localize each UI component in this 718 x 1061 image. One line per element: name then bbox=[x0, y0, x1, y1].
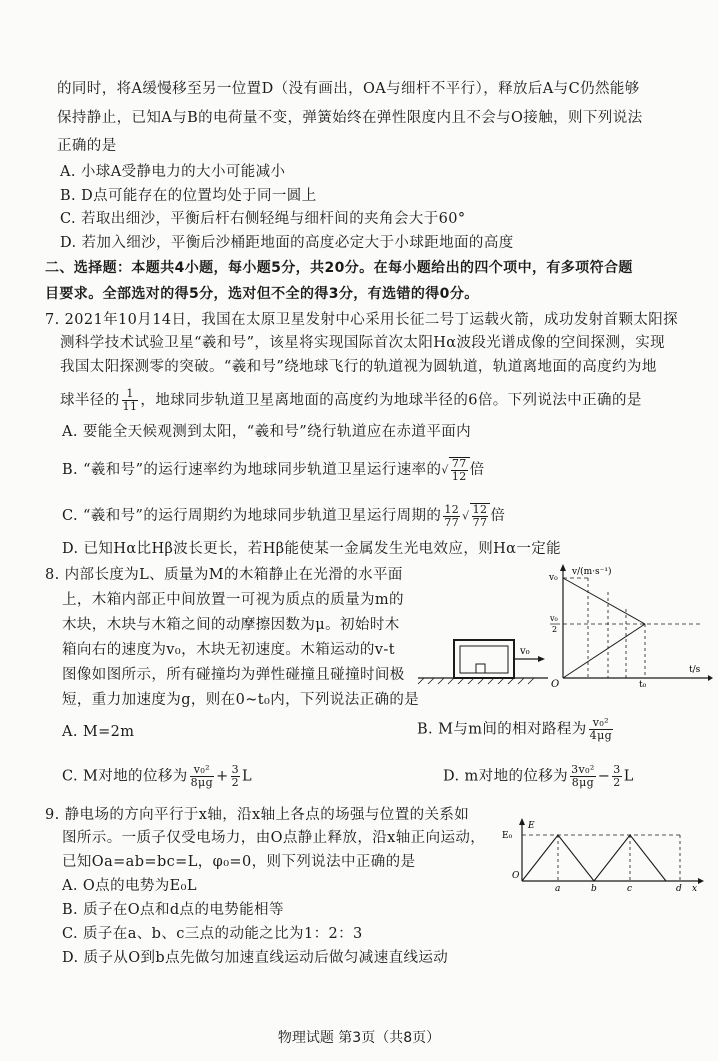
q8-c-f2-num: 3 bbox=[231, 763, 240, 776]
q8-c-f2-den: 2 bbox=[231, 776, 240, 789]
q8-d-f2-num: 3 bbox=[613, 763, 621, 776]
q8-option-d-fraction-2 bbox=[612, 764, 621, 789]
q7-option-c bbox=[62, 503, 505, 529]
q7-option-d: D. 已知Hα比Hβ波长更长，若Hβ能使某一金属发生光电效应，则Hα一定能 bbox=[62, 541, 562, 557]
q7-option-c-suffix: 倍 bbox=[490, 508, 506, 524]
q7-line-4-b: ，地球同步轨道卫星离地面的高度约为地球半径的6倍。下列说法中正确的是 bbox=[140, 392, 642, 409]
page-footer: 物理试题 第3页（共8页） bbox=[277, 1030, 441, 1046]
q7-c-frac-den: 77 bbox=[444, 515, 460, 529]
q8-line-1: 8. 内部长度为L、质量为M的木箱静止在光滑的水平面 bbox=[45, 567, 403, 583]
q8-option-d-text: D. m对地的位移为 bbox=[443, 768, 569, 785]
q8-option-a: A. M=2m bbox=[62, 724, 135, 740]
field-profile bbox=[522, 835, 666, 881]
section-2-heading-line-1: 二、选择题：本题共4小题，每小题5分，共20分。在每小题给出的四个项中，有多项符合题 bbox=[45, 260, 633, 276]
velocity-arrow-head bbox=[538, 656, 545, 662]
q8-d-den: 8μg bbox=[571, 776, 595, 789]
q7-option-c-fraction bbox=[443, 504, 460, 529]
q9-origin-label: O bbox=[512, 871, 520, 881]
q8-option-d-minus: − bbox=[597, 768, 611, 785]
small-block bbox=[476, 664, 485, 673]
q9-option-b: B. 质子在O点和d点的电势能相等 bbox=[62, 902, 284, 918]
q7-c-sqrt-den: 77 bbox=[472, 516, 488, 529]
q7-option-c-text: C. “羲和号”的运行周期约为地球同步轨道卫星运行周期的 bbox=[62, 508, 442, 524]
q8-b-num: v₀² bbox=[589, 717, 613, 730]
q6-option-c: C. 若取出细沙，平衡后杆右侧轻绳与细杆间的夹角会大于60° bbox=[60, 211, 466, 227]
q8-line-3: 木块，木块与木箱之间的动摩擦因数为μ。初始时木 bbox=[62, 617, 400, 633]
q8-option-c-fraction-2 bbox=[231, 764, 240, 789]
e-axis-arrow bbox=[519, 818, 525, 825]
a-label: a bbox=[555, 884, 561, 893]
q8-b-den: 4μg bbox=[589, 729, 613, 742]
v-axis-label: v/(m·s⁻¹) bbox=[572, 567, 612, 577]
q7-line-3: 我国太阳探测零的突破。“羲和号”绕地球飞行的轨道视为圆轨道，轨道离地面的高度约为地 bbox=[60, 359, 657, 375]
q8-line-6: 短，重力加速度为g，则在0~t₀内，下列说法正确的是 bbox=[62, 692, 420, 708]
q7-option-b-text: B. “羲和号”的运行速率约为地球同步轨道卫星运行速率的 bbox=[62, 462, 442, 478]
q9-line-1: 9. 静电场的方向平行于x轴，沿x轴上各点的场强与位置的关系如 bbox=[45, 807, 470, 823]
q8-option-b bbox=[417, 717, 615, 742]
q7-option-b bbox=[62, 457, 485, 483]
q6-line-1: 的同时，将A缓慢移至另一位置D（没有画出，OA与细杆不平行），释放后A与C仍然能够 bbox=[57, 81, 640, 97]
q8-option-c-suffix: L bbox=[242, 768, 253, 785]
q8-vt-graph bbox=[548, 564, 713, 689]
q8-option-d bbox=[443, 764, 634, 789]
q9-line-2: 图所示。一质子仅受电场力，由O点静止释放，沿x轴正向运动， bbox=[62, 830, 486, 846]
q9-option-a: A. O点的电势为E₀L bbox=[62, 878, 197, 894]
q8-d-num: 3v₀² bbox=[571, 763, 595, 776]
q8-option-c-plus: + bbox=[216, 768, 229, 785]
q6-option-b: B. D点可能存在的位置均处于同一圆上 bbox=[60, 188, 317, 204]
q6-line-3: 正确的是 bbox=[57, 138, 117, 154]
q9-line-3: 已知Oa=ab=bc=L，φ₀=0，则下列说法中正确的是 bbox=[62, 854, 416, 870]
q6-option-a: A. 小球A受静电力的大小可能减小 bbox=[60, 164, 286, 180]
t-axis-arrow bbox=[708, 675, 713, 681]
q7-c-frac-num: 12 bbox=[444, 502, 460, 516]
q7-option-a: A. 要能全天候观测到太阳，“羲和号”绕行轨道应在赤道平面内 bbox=[62, 424, 472, 440]
q8-option-c bbox=[62, 764, 252, 789]
q8-box-figure bbox=[418, 626, 550, 692]
q7-b-sqrt-den: 12 bbox=[451, 470, 467, 483]
box-velocity-line bbox=[563, 578, 645, 624]
q9-option-c: C. 质子在a、b、c三点的动能之比为1：2：3 bbox=[62, 926, 363, 942]
q7-line-1: 7. 2021年10月14日，我国在太原卫星发射中心采用长征二号丁运载火箭，成功发射首颗太阳探 bbox=[45, 312, 679, 328]
b-label: b bbox=[591, 884, 597, 893]
block-velocity-line bbox=[563, 624, 645, 678]
e0-tick: E₀ bbox=[502, 831, 513, 841]
q8-option-d-suffix: L bbox=[623, 768, 634, 785]
q7-fraction bbox=[122, 388, 139, 413]
q7-fraction-den: 11 bbox=[122, 400, 138, 413]
x-axis-arrow bbox=[698, 878, 704, 884]
x-axis-label: x bbox=[692, 884, 698, 893]
origin-label: O bbox=[551, 679, 560, 689]
t-axis-label: t/s bbox=[689, 665, 701, 675]
q7-line-4-a: 球半径的 bbox=[60, 392, 120, 409]
q8-option-b-fraction bbox=[589, 717, 613, 742]
q7-option-b-sqrt: √ $\frac{77}{12}$ bbox=[441, 457, 469, 483]
q6-line-2: 保持静止，已知A与B的电荷量不变，弹簧始终在弹性限度内且不会与O接触，则下列说法 bbox=[57, 110, 643, 126]
q7-c-sqrt-num: 12 bbox=[472, 503, 488, 516]
q8-c-num: v₀² bbox=[190, 764, 214, 777]
q8-line-4: 箱向右的速度为v₀，木块无初速度。木箱运动的v-t bbox=[62, 642, 395, 658]
q6-option-d: D. 若加入细沙，平衡后沙桶距地面的高度必定大于小球距地面的高度 bbox=[60, 235, 514, 251]
q8-d-f2-den: 2 bbox=[613, 776, 621, 789]
q7-option-b-suffix: 倍 bbox=[469, 462, 485, 478]
q8-line-5: 图像如图所示，所有碰撞均为弹性碰撞且碰撞时间极 bbox=[62, 667, 405, 683]
v-axis-arrow bbox=[560, 564, 566, 571]
d-label: d bbox=[676, 884, 682, 893]
t0-label: t₀ bbox=[639, 680, 647, 689]
q7-b-sqrt-num: 77 bbox=[451, 457, 467, 470]
q7-fraction-num: 1 bbox=[122, 388, 139, 401]
half-v0-num: v₀ bbox=[550, 614, 558, 623]
half-v0-den: 2 bbox=[552, 625, 558, 634]
q8-option-d-fraction-1 bbox=[570, 764, 596, 789]
q7-option-c-sqrt: √ $\frac{12}{77}$ bbox=[462, 503, 490, 529]
q7-line-2: 测科学技术试验卫星“羲和号”，该星将实现国际首次太阳Hα波段光谱成像的空间探测，实现 bbox=[60, 335, 666, 351]
q9-ex-graph bbox=[500, 818, 705, 893]
section-2-heading-line-2: 目要求。全部选对的得5分，选对但不全的得3分，有选错的得0分。 bbox=[45, 286, 479, 302]
q8-c-den: 8μg bbox=[190, 776, 214, 789]
q8-option-c-text: C. M对地的位移为 bbox=[62, 768, 188, 785]
velocity-label: v₀ bbox=[520, 646, 530, 657]
c-label: c bbox=[627, 884, 633, 893]
q8-option-b-text: B. M与m间的相对路程为 bbox=[417, 721, 587, 738]
v0-tick: v₀ bbox=[549, 573, 558, 583]
q8-option-c-fraction-1 bbox=[190, 764, 214, 789]
q8-line-2: 上，木箱内部正中间放置一可视为质点的质量为m的 bbox=[62, 592, 404, 608]
q9-option-d: D. 质子从O到b点先做匀加速直线运动后做匀减速直线运动 bbox=[62, 950, 449, 966]
q7-line-4 bbox=[60, 388, 642, 413]
e-axis-label: E bbox=[528, 821, 535, 831]
